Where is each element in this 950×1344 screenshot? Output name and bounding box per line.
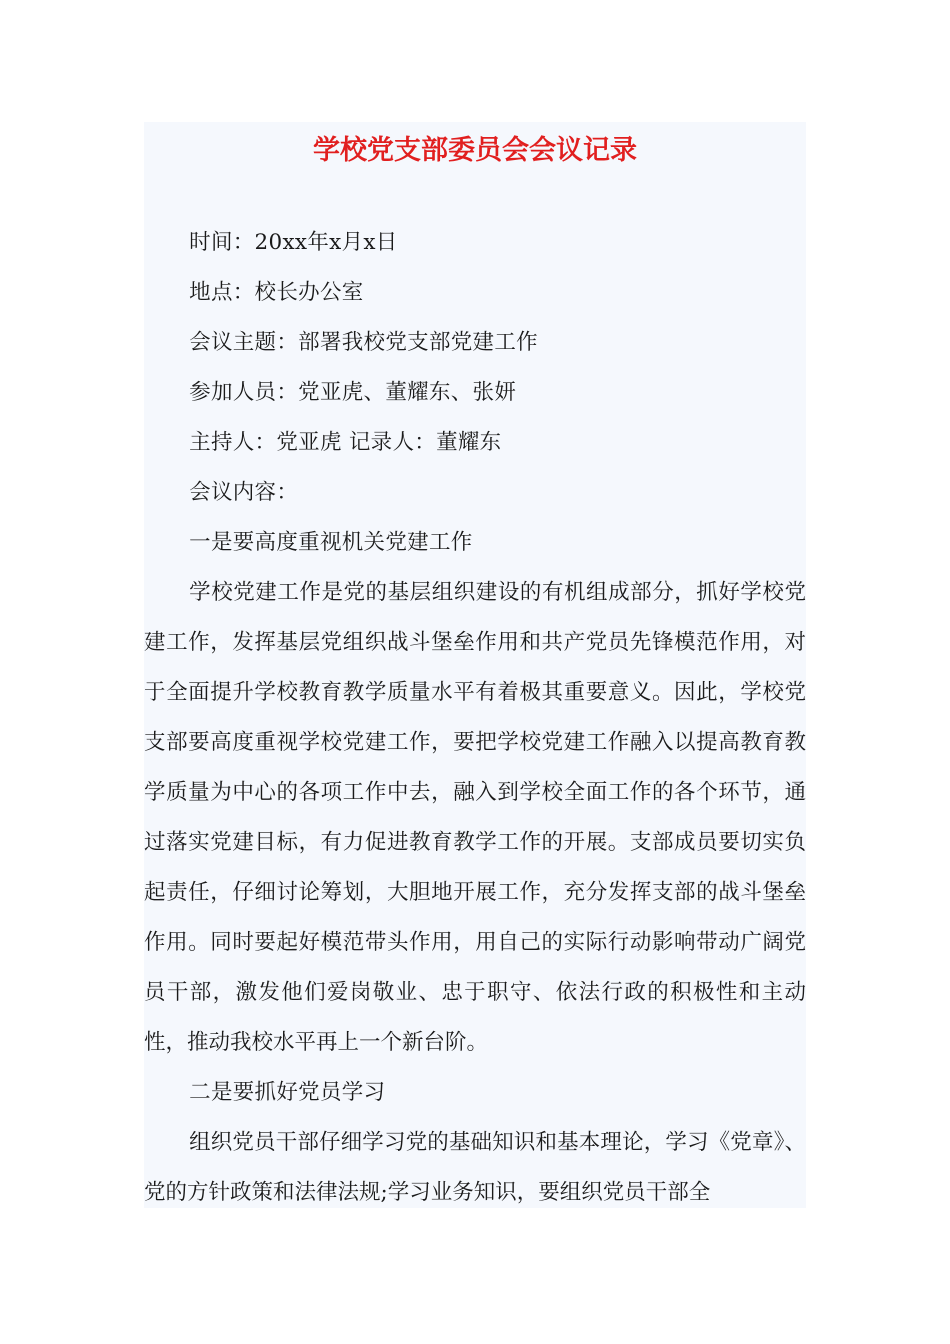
meeting-attendees-line: 参加人员：党亚虎、董耀东、张妍 [189, 380, 517, 405]
meeting-host-recorder-line: 主持人：党亚虎 记录人：董耀东 [189, 430, 502, 455]
meeting-content-label: 会议内容： [189, 480, 299, 505]
meeting-time-line: 时间：20xx年x月x日 [189, 230, 398, 255]
document-body [144, 218, 806, 1218]
document-title: 学校党支部委员会会议记录 [313, 135, 637, 166]
meeting-location-line: 地点：校长办公室 [189, 280, 364, 305]
section-heading-1: 一是要高度重视机关党建工作 [189, 530, 473, 555]
meeting-topic-line: 会议主题：部署我校党支部党建工作 [189, 330, 538, 355]
body-paragraph-2: 组织党员干部仔细学习党的基础知识和基本理论，学习《党章》、党的方针政策和法律法规;学习业务知识，要组织党员干部全 [144, 1130, 806, 1205]
body-paragraph-1: 学校党建工作是党的基层组织建设的有机组成部分，抓好学校党建工作，发挥基层党组织战斗堡垒作用和共产党员先锋模范作用，对于全面提升学校教育教学质量水平有着极其重要意义。因此，学校党支部要高度重视学校党建工作，要把学校党建工作融入以提高教育教学质量为中心的各项工作中去，融入到学校全面工作的各个环节，通过落实党建目标，有力促进教育教学工作的开展。支部成员要切实负起责任，仔细讨论筹划，大胆地开展工作，充分发挥支部的战斗堡垒作用。同时要起好模范带头作用，用自己的实际行动影响带动广阔党员干部，激发他们爱岗敬业、忠于职守、依法行政的积极性和主动性，推动我校水平再上一个新台阶。 [144, 580, 806, 1055]
section-heading-2: 二是要抓好党员学习 [189, 1080, 386, 1105]
